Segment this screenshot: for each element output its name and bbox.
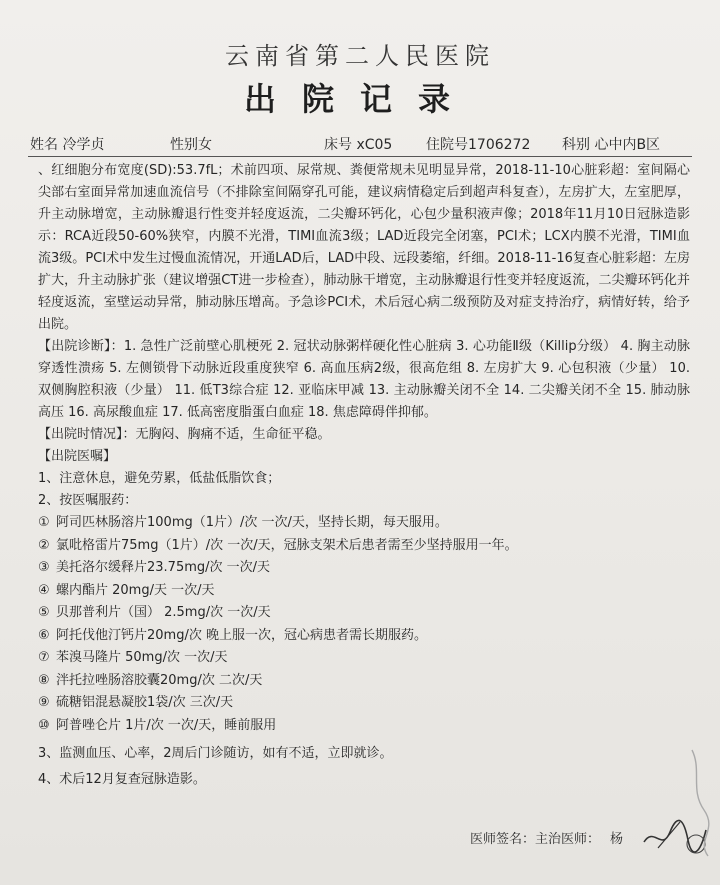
medication-item [38, 715, 690, 738]
medication-text: 螺内酯片 20mg/天 一次/天 [56, 582, 215, 598]
medication-number: ② [38, 537, 50, 553]
medication-number: ⑦ [38, 650, 50, 665]
medication-text: 阿司匹林肠溶片100mg（1片）/次 一次/天，坚持长期，每天服用。 [56, 515, 448, 530]
medication-text: 阿普唑仑片 1片/次 一次/天，睡前服用 [56, 717, 277, 733]
side-stamp-mark [686, 740, 716, 860]
medication-number: ③ [38, 560, 50, 575]
order-item-3: 3、监测血压、心率，2周后门诊随访，如有不适，立即就诊。 [38, 746, 393, 761]
status-label: 【出院时情况】 [38, 427, 123, 442]
medication-text: 泮托拉唑肠溶胶囊20mg/次 二次/天 [56, 672, 263, 688]
diagnosis-text: ：1. 急性广泛前壁心肌梗死 2. 冠状动脉粥样硬化性心脏病 3. 心功能Ⅱ级（Killip分级） 4. 胸主动脉穿透性溃疡 5. 左侧锁骨下动脉近段重度狭窄 6. 高血压病2级，很高危组 8. 左房扩大 9. 心包积液（少量） 10. 双侧胸腔积液（少量） 11. 低T3综合症 12. 亚临床甲减 13. 主动脉瓣关闭不全 14. 二尖瓣关闭不全 15. 肺动脉高压 16. 高尿酸血症 17. 低高密度脂蛋白血症 18. 焦虑障碍伴抑郁。 [38, 339, 690, 420]
medication-number: ⑩ [38, 717, 50, 733]
medication-number: ① [38, 515, 50, 530]
medication-text: 美托洛尔缓释片23.75mg/次 一次/天 [56, 560, 271, 575]
patient-name: 姓名 冷学贞 [30, 137, 105, 153]
orders-label: 【出院医嘱】 [38, 449, 117, 464]
admission-number: 住院号1706272 [426, 137, 531, 153]
discharge-status [38, 424, 690, 446]
signature-name: 杨 [610, 832, 624, 847]
medication-item [38, 557, 690, 580]
medication-text: 氯吡格雷片75mg（1片）/次 一次/天，冠脉支架术后患者需至少坚持服用一年。 [56, 537, 518, 553]
header-divider [28, 156, 692, 157]
diagnosis-label: 【出院诊断】 [38, 339, 111, 354]
medication-number: ⑨ [38, 695, 50, 710]
patient-info-row [30, 132, 700, 156]
medication-number: ⑧ [38, 672, 50, 688]
medication-item [38, 580, 690, 603]
medication-item [38, 602, 690, 625]
document-title: 出院记录 [243, 80, 476, 118]
medication-item [38, 647, 690, 670]
medication-text: 阿托伐他汀钙片20mg/次 晚上服一次，冠心病患者需长期服药。 [56, 627, 427, 643]
medication-number: ⑤ [38, 605, 50, 620]
discharge-diagnosis [38, 336, 690, 424]
medication-item [38, 670, 690, 693]
medication-item [38, 625, 690, 648]
medication-number: ⑥ [38, 627, 50, 643]
order-item-2: 2、按医嘱服药： [38, 493, 138, 508]
order-item-1: 1、注意休息，避免劳累，低盐低脂饮食； [38, 471, 281, 486]
medication-text: 硫糖铝混悬凝胶1袋/次 三次/天 [56, 695, 234, 710]
medication-item [38, 512, 690, 535]
treatment-course: 、红细胞分布宽度(SD):53.7fL；术前四项、尿常规、粪便常规未见明显异常，2018-11-10心脏彩超：室间隔心尖部右室面异常加速血流信号（不排除室间隔穿孔可能，建议病情稳定后到超声科复查），左房扩大，左室肥厚，升主动脉增宽，主动脉瓣退行性变并轻度返流，二尖瓣环钙化，心包少量积液声像；2018年11月10日冠脉造影示：RCA近段50-60%狭窄，内膜不光滑，TIMI血流3级；LAD近段完全闭塞，PCI术；LCX内膜不光滑，TIMI血流3级。PCI术中发生过慢血流情况，开通LAD后，LAD中段、远段萎缩，纤细。2018-11-16复查心脏彩超：左房扩大，升主动脉扩张（建议增强CT进一步检查），肺动脉干增宽，主动脉瓣退行性变并轻度返流，二尖瓣环钙化并轻度返流，室壁运动异常，肺动脉压增高。予急诊PCI术，术后冠心病二级预防及对症支持治疗，病情好转，给予出院。 [38, 163, 690, 332]
patient-sex: 性别女 [170, 137, 212, 153]
record-body [38, 160, 690, 791]
department: 科别 心中内B区 [562, 137, 661, 153]
medication-item [38, 692, 690, 715]
signature-label: 医师签名：主治医师： [470, 832, 601, 847]
medication-text: 苯溴马隆片 50mg/次 一次/天 [56, 650, 228, 665]
status-text: ：无胸闷、胸痛不适，生命征平稳。 [122, 427, 331, 442]
medication-item [38, 535, 690, 558]
medication-number: ④ [38, 582, 50, 598]
medication-text: 贝那普利片（国） 2.5mg/次 一次/天 [56, 605, 271, 620]
medication-list [38, 512, 690, 737]
bed-number: 床号 xC05 [324, 137, 393, 153]
hospital-name: 云南省第二人民医院 [225, 42, 495, 70]
order-item-4: 4、术后12月复查冠脉造影。 [38, 772, 206, 787]
